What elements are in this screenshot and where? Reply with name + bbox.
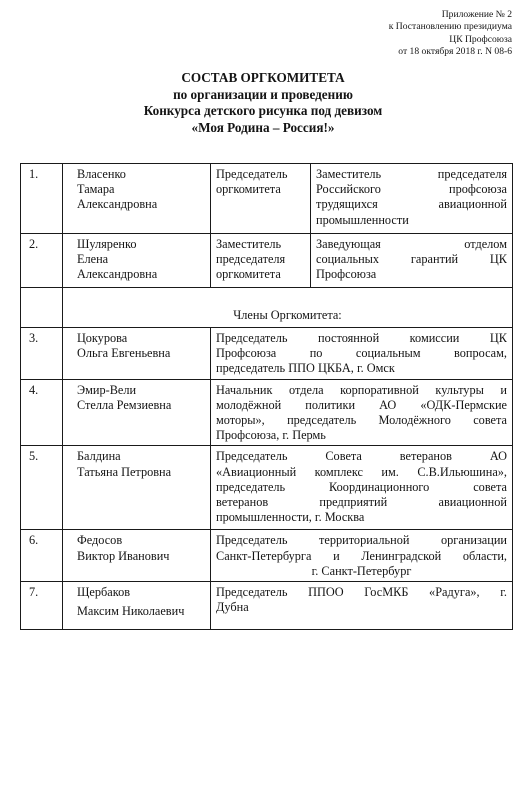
row-number: 6.	[21, 530, 63, 582]
member-name: Балдина Татьяна Петровна	[63, 446, 211, 530]
member-position: Председатель постоянной комиссии ЦК Профсоюза по социальным вопросам, председатель ППО ЦКБА, г. Омск	[211, 328, 513, 380]
title-line-4: «Моя Родина – Россия!»	[191, 119, 335, 135]
row-number: 7.	[21, 582, 63, 630]
committee-table	[20, 163, 513, 630]
row-number: 4.	[21, 379, 63, 446]
table-row	[21, 582, 513, 630]
member-name: Власенко Тамара Александровна	[63, 164, 211, 234]
appendix-body: ЦК Профсоюза	[449, 33, 512, 45]
document-title	[0, 70, 526, 136]
row-number: 1.	[21, 164, 63, 234]
appendix-resolution: к Постановлению президиума	[388, 21, 512, 33]
member-name: Шуляренко Елена Александровна	[63, 234, 211, 288]
table-row	[21, 234, 513, 288]
title-line-1: СОСТАВ ОРГКОМИТЕТА	[181, 70, 345, 85]
title-line-3: Конкурса детского рисунка под девизом	[143, 103, 383, 119]
member-position: Заместитель председателя Российского профсоюза трудящихся авиационной промышленности	[311, 164, 513, 234]
appendix-header	[389, 9, 512, 59]
member-role: Председатель оргкомитета	[211, 164, 311, 234]
member-name: Цокурова Ольга Евгеньевна	[63, 328, 211, 380]
row-number: 2.	[21, 234, 63, 288]
member-position: Начальник отдела корпоративной культуры и молодёжной политики АО «ОДК-Пермские моторы», председатель Молодёжного совета Профсоюза, г. Пермь	[211, 379, 513, 446]
member-name: Эмир-Вели Стелла Ремзиевна	[63, 379, 211, 446]
appendix-date: от 18 октября 2018 г. N 08-6	[398, 46, 512, 58]
table-row	[21, 288, 513, 328]
appendix-number: Приложение № 2	[441, 9, 512, 20]
member-name: Федосов Виктор Иванович	[63, 530, 211, 582]
member-position: Председатель ППОО ГосМКБ «Радуга», г. Дубна	[211, 582, 513, 630]
member-position: Заведующая отделом социальных гарантий ЦК Профсоюза	[311, 234, 513, 288]
member-name: Щербаков Максим Николаевич	[63, 582, 211, 630]
row-number: 5.	[21, 446, 63, 530]
members-number-cell	[21, 288, 63, 328]
table-row	[21, 164, 513, 234]
row-number: 3.	[21, 328, 63, 380]
member-position: Председатель Совета ветеранов АО «Авиационный комплекс им. С.В.Ильюшина», председатель Координационного совета ветеранов предприятий авиационной промышленности, г. Москва	[211, 446, 513, 530]
table-row	[21, 530, 513, 582]
table-row	[21, 328, 513, 380]
member-position: Председатель территориальной организации Санкт-Петербурга и Ленинградской области, г. Санкт-Петербург	[211, 530, 513, 582]
table-row	[21, 446, 513, 530]
member-role: Заместитель председателя оргкомитета	[211, 234, 311, 288]
members-heading: Члены Оргкомитета:	[63, 288, 513, 328]
title-line-2: по организации и проведению	[173, 86, 353, 102]
table-row	[21, 379, 513, 446]
